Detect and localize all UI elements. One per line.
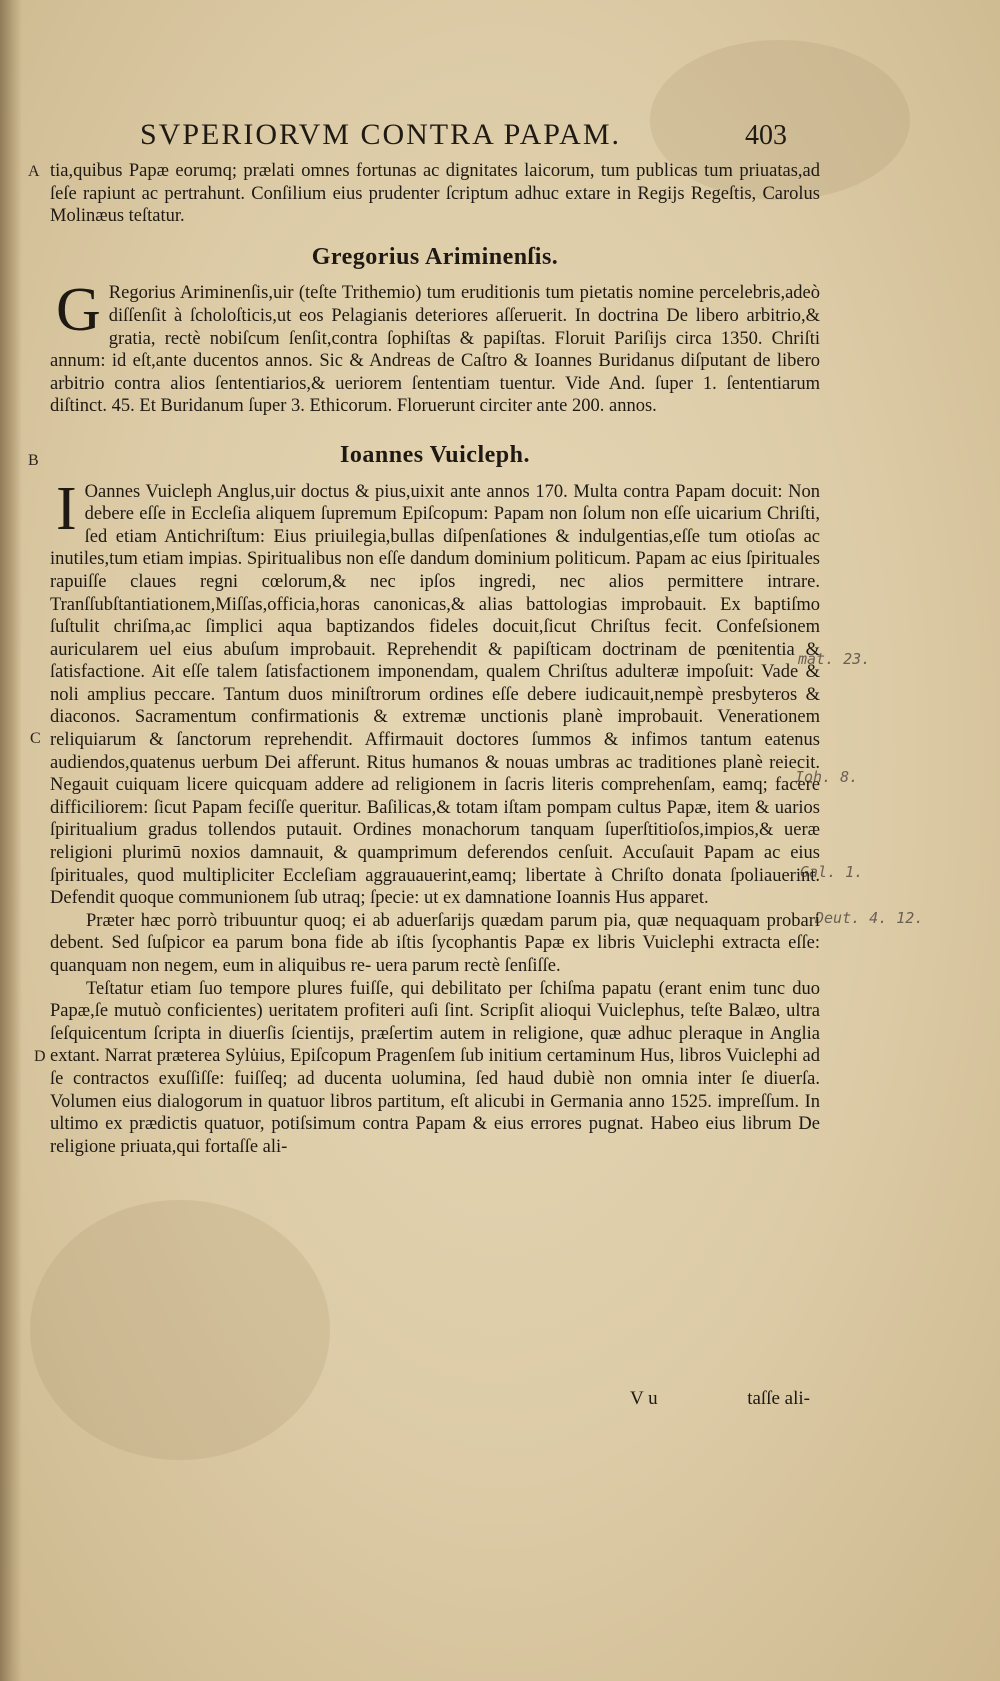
margin-note: mat. 23. (798, 650, 871, 668)
paragraph-text: Teſtatur etiam ſuo tempore plures fuiſſe, qui debilitato per ſchiſma papatu (erant enim tunc duo Papæ,ſe mutuò conficientes) ueritatem profiteri auſi ſint. Scripſit alioqui Vuiclephus, teſte Balæo, ultra ſeſquicentum ſcripta in diuerſis ſcientijs, præſertim autem in religione, quæ adhuc pleraque in Anglia extant. Narrat præterea Sylu̇ius, Epiſcopum Pragenſem ſub initium certaminum Hus, libros Vuiclephi ad ſe contractos exuſſiſſe: fuiſſeq; ad ducenta uolumina, ſed haud dubiè non omnia inter ſe diuerſa. Volumen eius dialogorum in quatuor libros partitum, eſt alicubi in Germania anno 1525. impreſſum. In ultimo ex prædictis quatuor, potiſsimum contra Papam & eius errores pugnat. Habeo eius librum De religione priuata,qui fortaſſe ali- (50, 978, 820, 1157)
paragraph-text: Præter hæc porrò tribuuntur quoq; ei ab aduerſarijs quædam parum pia, quæ nequaquam probari debent. Sed ſuſpicor ea parum bona fide ab iſtis ſycophantis Papæ ex libris Vuiclephi extracta eſſe: quanquam non negem, eum in aliquibus re- uera parum rectè ſenſiſſe. (50, 910, 820, 976)
paragraph-gregorius (50, 276, 820, 418)
margin-note: Gal. 1. (800, 863, 864, 881)
drop-capital: I (56, 474, 77, 543)
margin-letter-b: B (28, 452, 39, 469)
running-head: SVPERIORVM CONTRA PAPAM. (140, 118, 622, 151)
catchword: taſſe ali- (747, 1388, 810, 1409)
main-text (50, 160, 820, 1158)
page-gutter-edge (0, 0, 22, 1681)
margin-letter-a: A (28, 163, 40, 180)
page-number: 403 (745, 120, 787, 151)
margin-note: Ioh. 8. (795, 768, 859, 786)
section-heading-gregorius: Gregorius Ariminenſis. (311, 243, 559, 270)
drop-capital: G (56, 276, 101, 345)
opening-paragraph: tia,quibus Papæ eorumq; prælati omnes fortunas ac dignitates laicorum, tum publicas tum priuatas,ad ſeſe rapiunt ac pertrahunt. Conſilium eius prudenter ſcriptum adhuc extare in Regijs Regeſtis, Carolus Molinæus teſtatur. (50, 161, 820, 227)
paragraph-text: Oannes Vuicleph Anglus,uir doctus & pius,uixit ante annos 170. Multa contra Papam docuit: Non debere eſſe in Eccleſia aliquem ſupremum Epiſcopum: Papam non ſolum non eſſe uicarium Chriſti, ſed etiam Antichriſtum: Eius priuilegia,bullas diſpenſationes & indulgentias,eſſe tum otioſas ac inutiles,tum etiam impias. Spiritualibus non eſſe dandum dominium politicum. Papam ac eius ſpirituales rapuiſſe claues regni cœlorum,& nec ipſos ingredi, nec alios permittere intrare. Tranſſubſtantiationem,Miſſas,officia,horas canonicas,& alias battologias improbauit. Ex baptiſmo ſuſtulit chriſma,ac ſimplici aqua baptizandos fideles docuit,ſicut Chriſtus fecit. Confeſsionem auricularem uel eius abuſum improbauit. Reprehendit & papiſticam doctrinam de pœnitentia & ſatisfactione. Ait eſſe talem ſatisfactionem imponendam, qualem Chriſtus adulteræ impoſuit: Vade & noli amplius peccare. Tantum duos miniſtrorum ordines eſſe debere iudicauit,nempè presbyteros & diaconos. Sacramentum confirmationis & extremæ unctionis planè improbauit. Venerationem reliquiarum & ſanctorum reprehendit. Affirmauit doctores ſummos & infimos tantum eatenus audiendos,quatenus uerbum Dei afferunt. Ritus humanos & nouas umbras ac traditiones planè reiecit. Negauit cuiquam licere quicquam addere ad religionem in ſacris literis comprehenſam, eamq; facere difficiliorem: ſicut Papam feciſſe queritur. Baſilicas,& totam iſtam pompam cultus Papæ, item & uarios ſpiritualium gradus tollendos putauit. Ordines monachorum tanquam ſuperſtitioſos,impios,& ueræ religioni plurimū noxios damnauit, & quamprimum deferendos cenſuit. Accuſauit Papam ac eius ſpirituales, quod multipliciter Eccleſiam aggrauauerint,eamq; libertate à Chriſto donata ſpoliauerint. Defendit quoque communionem ſub utraq; ſpecie: ut ex damnatione Ioannis Hus apparet. (50, 481, 820, 909)
paper-stain (30, 1200, 330, 1460)
signature-mark: V u (630, 1388, 658, 1409)
margin-note: Deut. 4. 12. (815, 909, 924, 927)
margin-letter-d: D (34, 1048, 46, 1065)
paragraph-text: Regorius Ariminenſis,uir (teſte Trithemio) tum eruditionis tum pietatis nomine percelebris,adeò diſſenſit à ſcholoſticis,ut eos Pelagianis deteriores aſſeruerit. In doctrina De libero arbitrio,& gratia, rectè nobiſcum ſenſit,contra ſophiſtas & papiſtas. Floruit Pariſijs circa 1350. Chriſti annum: id eſt,ante ducentos annos. Sic & Andreas de Caſtro & Ioannes Buridanus diſputant de libero arbitrio contra alios ſententiarios,& ueriorem ſententiam tuentur. Vide And. ſuper 1. ſententiarum diſtinct. 45. Et Buridanum ſuper 3. Ethicorum. Floruerunt circiter ante 200. annos. (50, 283, 820, 417)
paragraph-vuicleph (50, 474, 820, 910)
section-heading-vuicleph: Ioannes Vuicleph. (340, 441, 530, 468)
margin-letter-c: C (30, 730, 41, 747)
catchword-line (630, 1388, 810, 1410)
